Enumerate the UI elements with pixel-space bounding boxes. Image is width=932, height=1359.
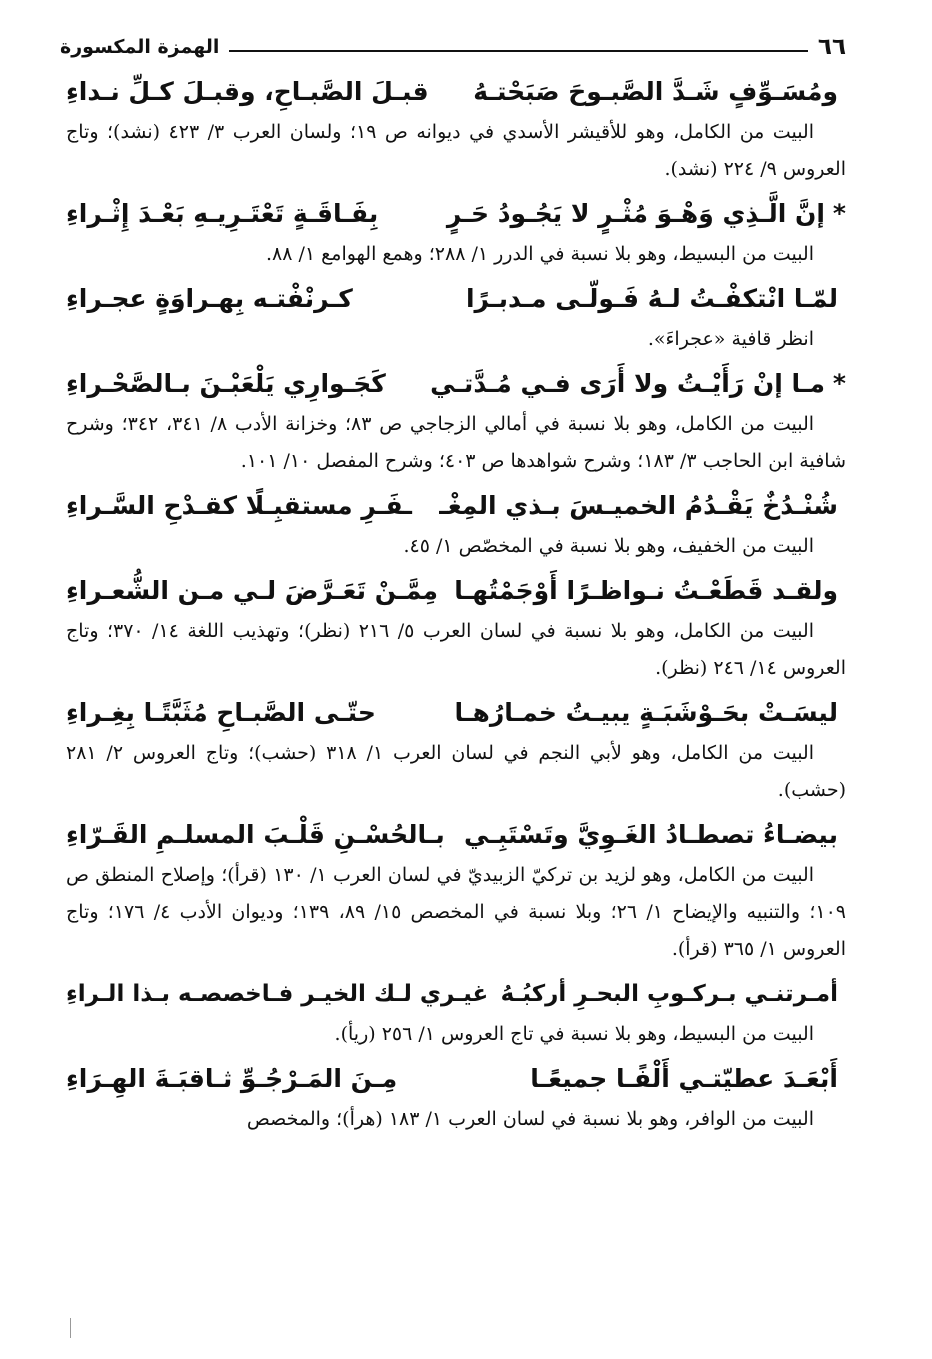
- verse-line: [66, 484, 846, 528]
- page-number: ٦٦: [817, 34, 846, 60]
- verse-note: البيت من الخفيف، وهو بلا نسبة في المخصّص ١/ ٤٥.: [403, 535, 814, 557]
- second-hemistich: حتّـى الصَّبـاحِ مُثَبَّتًـا بِغِـراءِ: [66, 698, 376, 727]
- verse-entry: [66, 972, 846, 1053]
- first-hemistich: [430, 362, 846, 406]
- verse-line: [66, 277, 846, 321]
- first-hemistich-text: أَبْعَـدَ عطيّتـي أَلْفًـا جميعًـا: [530, 1064, 838, 1093]
- verse-star-marker: *: [832, 199, 846, 228]
- margin-mark: [70, 1318, 71, 1338]
- first-hemistich: [455, 691, 846, 735]
- verse-entry: [66, 691, 846, 809]
- verse-entry: [66, 1057, 846, 1138]
- verse-entry: [66, 277, 846, 358]
- verse-entry: [66, 362, 846, 480]
- verse-note: البيت من الكامل، وهو بلا نسبة في لسان العرب ٥/ ٢١٦ (نظر)؛ وتهذيب اللغة ١٤/ ٣٧٠؛ وتاج العروس ١٤/ ٢٤٦ (نظر).: [66, 620, 846, 679]
- verse-line: [66, 972, 846, 1016]
- first-hemistich: [473, 70, 846, 114]
- first-hemistich: [454, 569, 846, 613]
- second-hemistich: بـالحُسْـنِ قَلْـبَ المسلـمِ القَـرّاءِ: [66, 820, 445, 849]
- first-hemistich: [439, 484, 846, 528]
- second-hemistich: غيـري لـك الخيـر فـاخصصـه بـذا الـراءِ: [66, 981, 489, 1007]
- page-content: [66, 70, 846, 1142]
- verse-entry: [66, 70, 846, 188]
- first-hemistich-text: لمّـا انْتكفْـتُ لـهُ فَـولّـى مـدبـرًا: [465, 284, 838, 313]
- verse-note: البيت من الكامل، وهو لزيد بن تركيّ الزبيديّ في لسان العرب ١/ ١٣٠ (قرأ)؛ وإصلاح المنطق ص ١٠٩؛ والتنبيه والإيضاح ١/ ٢٦؛ وبلا نسبة في المخصص ١٥/ ٨٩، ١٣٩؛ وديوان الأدب ٤/ ١٧٦؛ وتاج العروس ١/ ٣٦٥ (قرأ).: [66, 864, 846, 960]
- verse-note: البيت من الكامل، وهو للأقيشر الأسدي في ديوانه ص ١٩؛ ولسان العرب ٣/ ٤٢٣ (نشد)؛ وتاج العروس ٩/ ٢٢٤ (نشد).: [66, 121, 846, 180]
- header-rule: [229, 50, 808, 52]
- second-hemistich: ـفَـرِ مستقبِـلًا كقـدْحِ السَّـراءِ: [66, 491, 412, 520]
- verse-note: البيت من البسيط، وهو بلا نسبة في تاج العروس ١/ ٢٥٦ (ريأ).: [334, 1023, 814, 1045]
- first-hemistich-text: بيضـاءُ تصطـادُ الغَـوِيَّ وتَسْتَبِـي: [464, 820, 838, 849]
- second-hemistich: بِفَـاقَـةٍ تَعْتَـرِيـهِ بَعْـدَ إِثْـراءِ: [66, 199, 379, 228]
- verse-line: [66, 70, 846, 114]
- verse-note: البيت من الكامل، وهو لأبي النجم في لسان العرب ١/ ٣١٨ (حشب)؛ وتاج العروس ٢/ ٢٨١ (حشب).: [66, 742, 846, 801]
- verse-line: [66, 362, 846, 406]
- first-hemistich-text: إنَّ الَّـذِي وَهْـوَ مُثْـرٍ لا يَجُـودُ حَـرٍ: [446, 199, 825, 228]
- verse-entry: [66, 192, 846, 273]
- first-hemistich: [466, 277, 846, 321]
- first-hemistich-text: ومُسَـوِّفٍ شَـدَّ الصَّبـوحَ صَبَحْتـهُ: [473, 77, 838, 106]
- verse-line: [66, 192, 846, 236]
- verse-note: انظر قافية «عجراءَ».: [647, 328, 814, 350]
- first-hemistich: [530, 1057, 846, 1101]
- second-hemistich: كـرنْفْتـه بِهـراوَةٍ عجـراءِ: [66, 284, 353, 313]
- first-hemistich: [464, 813, 846, 857]
- verse-line: [66, 691, 846, 735]
- first-hemistich: [501, 972, 846, 1016]
- first-hemistich-text: مـا إنْ رَأَيْـتُ ولا أَرَى فـي مُـدَّتـي: [430, 369, 825, 398]
- first-hemistich-text: أمـرتنـي بـركـوبِ البحـرِ أركبُـهُ: [500, 981, 838, 1007]
- first-hemistich-text: شُنْـدُخٌ يَقْـدُمُ الخميـسَ بـذي المِغْـ: [439, 491, 838, 520]
- first-hemistich: [447, 192, 846, 236]
- verse-note: البيت من الوافر، وهو بلا نسبة في لسان العرب ١/ ١٨٣ (هرأ)؛ والمخصص: [246, 1108, 814, 1130]
- second-hemistich: قبـلَ الصَّبـاحِ، وقبـلَ كـلِّ نـداءِ: [66, 77, 429, 106]
- verse-line: [66, 1057, 846, 1101]
- verse-note: البيت من الكامل، وهو بلا نسبة في أمالي الزجاجي ص ٨٣؛ وخزانة الأدب ٨/ ٣٤١، ٣٤٢؛ وشرح شافية ابن الحاجب ٣/ ١٨٣؛ وشرح شواهدها ص ٤٠٣؛ وشرح المفصل ١٠/ ١٠١.: [66, 413, 846, 472]
- verse-entry: [66, 484, 846, 565]
- second-hemistich: مِـنَ المَـرْجُـوِّ ثـاقبَـةَ الهِـرَاءِ: [66, 1064, 398, 1093]
- verse-entry: [66, 569, 846, 687]
- verse-star-marker: *: [832, 369, 846, 398]
- second-hemistich: مِمَّـنْ تَعَـرَّضَ لـي مـن الشُّعـراءِ: [66, 576, 439, 605]
- verse-entry: [66, 813, 846, 968]
- section-title: الهمزة المكسورة: [60, 36, 220, 58]
- page-header: [60, 30, 846, 64]
- first-hemistich-text: ليسَـتْ بحَـوْشَبَـةٍ يبيـتُ خمـارُهـا: [454, 698, 838, 727]
- first-hemistich-text: ولقـد قَطَعْـتُ نـواظـرًا أَوْجَمْتُهـا: [454, 576, 838, 605]
- second-hemistich: كَجَـوارِي يَلْعَبْـنَ بـالصَّحْـراءِ: [66, 369, 386, 398]
- verse-line: [66, 569, 846, 613]
- verse-line: [66, 813, 846, 857]
- verse-note: البيت من البسيط، وهو بلا نسبة في الدرر ١/ ٢٨٨؛ وهمع الهوامع ١/ ٨٨.: [265, 243, 814, 265]
